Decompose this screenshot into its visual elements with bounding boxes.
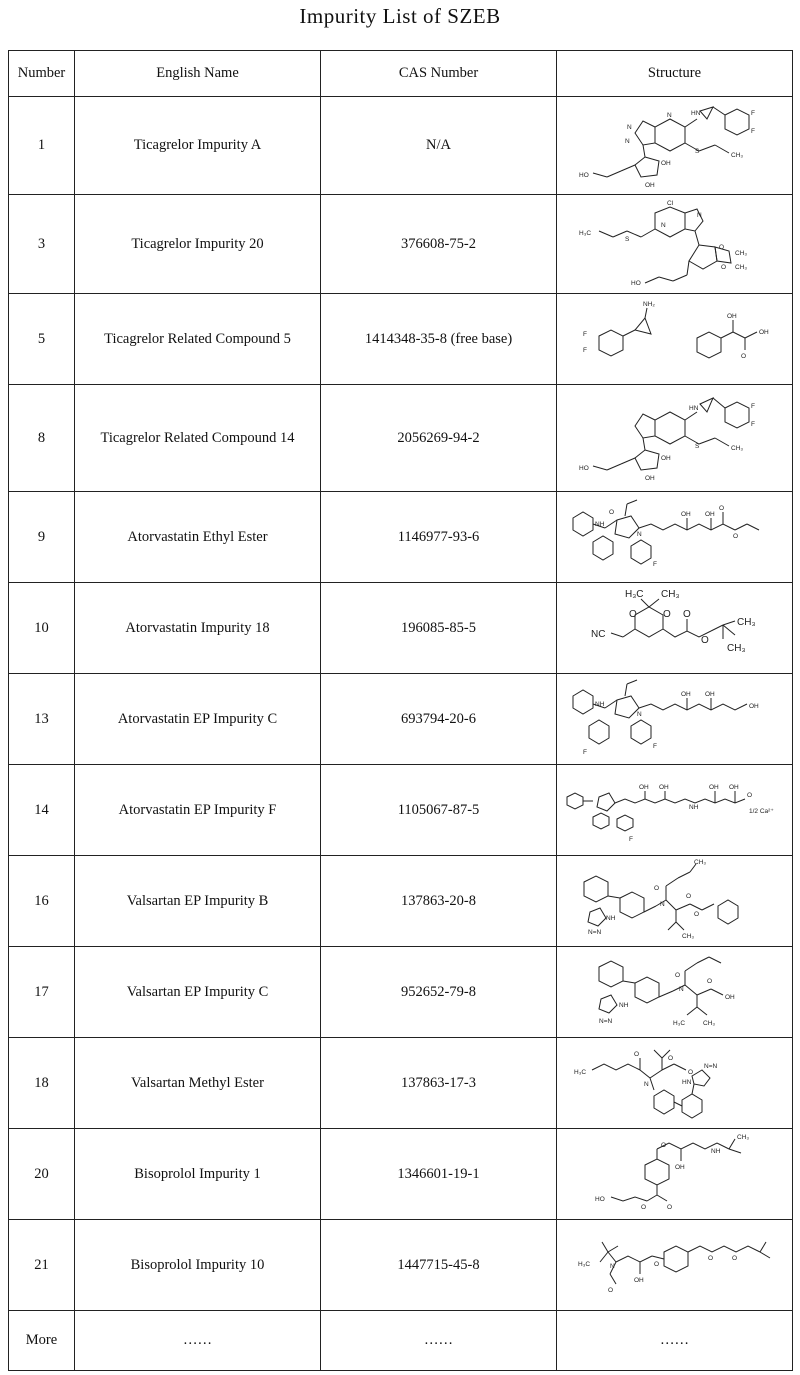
row-number: 18 bbox=[9, 1038, 75, 1129]
sulfur-label: S bbox=[624, 236, 629, 243]
header-number: Number bbox=[9, 51, 75, 97]
amide-nh-label: NH bbox=[688, 804, 698, 811]
row-cas-number: 1146977-93-6 bbox=[321, 492, 557, 583]
hydroxyl-label: OH bbox=[726, 313, 737, 320]
tetrazole-label: N=N bbox=[598, 1018, 612, 1025]
methyl-label: CH₃ bbox=[726, 643, 746, 654]
table-row bbox=[9, 195, 793, 294]
row-english-name: Atorvastatin EP Impurity C bbox=[75, 674, 321, 765]
oxygen-label: O bbox=[662, 609, 671, 620]
row-english-name: Atorvastatin EP Impurity F bbox=[75, 765, 321, 856]
ticagrelor-structure-icon bbox=[575, 99, 775, 193]
oxygen-label: O bbox=[653, 885, 659, 892]
ticagrelor-acetonide-structure-icon bbox=[575, 197, 775, 291]
oxygen-label: O bbox=[732, 533, 738, 540]
row-cas-number: N/A bbox=[321, 97, 557, 195]
hydroxyl-label: OH bbox=[674, 1164, 685, 1171]
atorvastatin-amide-structure-icon bbox=[563, 767, 787, 853]
nitrogen-label: N bbox=[660, 222, 666, 229]
oxygen-label: O bbox=[666, 1204, 672, 1211]
row-english-name: Ticagrelor Impurity 20 bbox=[75, 195, 321, 294]
hydroxyl-label: OH bbox=[748, 703, 759, 710]
row-cas-number: 137863-17-3 bbox=[321, 1038, 557, 1129]
row-number: 3 bbox=[9, 195, 75, 294]
oxygen-label: O bbox=[720, 264, 726, 271]
methyl-label: H₃C bbox=[624, 589, 644, 600]
methyl-label: H₃C bbox=[577, 1261, 590, 1268]
nitrogen-label: N bbox=[666, 111, 672, 119]
fluoro-label: F bbox=[628, 836, 633, 843]
oxygen-label: O bbox=[682, 609, 691, 620]
methyl-label: CH₃ bbox=[660, 589, 680, 600]
row-english-name: Ticagrelor Impurity A bbox=[75, 97, 321, 195]
calcium-salt-label: 1/2 Ca²⁺ bbox=[748, 808, 774, 815]
nitrogen-label: N bbox=[609, 1263, 615, 1270]
hn-label: HN bbox=[688, 405, 698, 412]
valsartan-benzyl-structure-icon bbox=[570, 858, 780, 944]
oxygen-label: O bbox=[607, 1287, 613, 1294]
row-structure bbox=[557, 765, 793, 856]
table-row bbox=[9, 492, 793, 583]
hydroxyl-label: OH bbox=[658, 784, 669, 791]
methyl-label: CH₃ bbox=[702, 1020, 715, 1027]
row-structure bbox=[557, 674, 793, 765]
hydroxyl-label: OH bbox=[633, 1277, 644, 1284]
fluoro-label: F bbox=[652, 743, 657, 750]
nitrogen-label: N bbox=[626, 123, 632, 131]
hydroxyl-label: OH bbox=[704, 511, 715, 518]
row-number: 5 bbox=[9, 294, 75, 385]
row-number: 9 bbox=[9, 492, 75, 583]
fluoro-label: F bbox=[750, 109, 755, 117]
row-english-name: Atorvastatin Impurity 18 bbox=[75, 583, 321, 674]
row-number: 17 bbox=[9, 947, 75, 1038]
row-structure bbox=[557, 195, 793, 294]
row-cas-number: …… bbox=[321, 1311, 557, 1371]
row-cas-number: 1414348-35-8 (free base) bbox=[321, 294, 557, 385]
oxygen-label: O bbox=[718, 505, 724, 512]
row-number: 14 bbox=[9, 765, 75, 856]
header-cas-number: CAS Number bbox=[321, 51, 557, 97]
nitrogen-label: N bbox=[643, 1081, 649, 1088]
oxygen-label: O bbox=[640, 1204, 646, 1211]
table-row bbox=[9, 674, 793, 765]
amine-label: NH bbox=[710, 1148, 720, 1155]
row-structure bbox=[557, 1220, 793, 1311]
hydroxyl-label: OH bbox=[708, 784, 719, 791]
atorvastatin-difluoro-structure-icon bbox=[565, 676, 785, 762]
fluoro-label: F bbox=[652, 561, 657, 568]
row-number: 20 bbox=[9, 1129, 75, 1220]
oxygen-label: O bbox=[746, 792, 752, 799]
row-english-name: Valsartan EP Impurity B bbox=[75, 856, 321, 947]
row-english-name: Valsartan Methyl Ester bbox=[75, 1038, 321, 1129]
row-number: 1 bbox=[9, 97, 75, 195]
header-english-name: English Name bbox=[75, 51, 321, 97]
amine-label: NH₂ bbox=[642, 301, 655, 308]
row-structure bbox=[557, 856, 793, 947]
bisoprolol-formamide-structure-icon bbox=[570, 1222, 780, 1308]
methyl-label: CH₃ bbox=[736, 617, 756, 628]
page-title: Impurity List of SZEB bbox=[299, 4, 501, 28]
oxygen-label: O bbox=[707, 1255, 713, 1262]
ticagrelor-isomer-structure-icon bbox=[575, 388, 775, 488]
nitrogen-label: N bbox=[636, 531, 642, 538]
hydroxyl-label: OH bbox=[644, 181, 655, 189]
table-row bbox=[9, 1129, 793, 1220]
tetrazole-nh-label: NH bbox=[618, 1002, 628, 1009]
oxygen-label: O bbox=[718, 244, 724, 251]
row-structure bbox=[557, 97, 793, 195]
table-row bbox=[9, 97, 793, 195]
hydroxyl-label: OH bbox=[758, 329, 769, 336]
oxygen-label: O bbox=[608, 509, 614, 516]
hydroxyl-label: OH bbox=[638, 784, 649, 791]
row-structure bbox=[557, 1038, 793, 1129]
oxygen-label: O bbox=[674, 972, 680, 979]
fluoro-label: F bbox=[582, 331, 587, 338]
table-row bbox=[9, 947, 793, 1038]
row-structure bbox=[557, 583, 793, 674]
hydroxyl-label: HO bbox=[630, 280, 641, 287]
impurity-table bbox=[8, 50, 793, 1371]
row-english-name: Bisoprolol Impurity 10 bbox=[75, 1220, 321, 1311]
row-cas-number: 2056269-94-2 bbox=[321, 385, 557, 492]
hydroxyl-label: HO bbox=[578, 465, 589, 472]
row-english-name: Valsartan EP Impurity C bbox=[75, 947, 321, 1038]
nitrogen-label: N bbox=[624, 137, 630, 145]
row-english-name: Ticagrelor Related Compound 5 bbox=[75, 294, 321, 385]
oxygen-label: O bbox=[660, 1142, 666, 1149]
methyl-label: CH₃ bbox=[681, 933, 694, 940]
atorvastatin-ester-structure-icon bbox=[565, 494, 785, 580]
nitrogen-label: N bbox=[696, 212, 702, 219]
amide-nh-label: NH bbox=[594, 521, 604, 528]
methyl-label: H₃C bbox=[578, 230, 591, 237]
oxygen-label: O bbox=[685, 893, 691, 900]
hydroxyl-label: OH bbox=[660, 159, 671, 167]
fluoro-label: F bbox=[750, 421, 755, 428]
row-number: 16 bbox=[9, 856, 75, 947]
tetrazole-label: N=N bbox=[703, 1063, 717, 1070]
row-number: 10 bbox=[9, 583, 75, 674]
methyl-label: CH₃ bbox=[693, 859, 706, 866]
row-cas-number: 1346601-19-1 bbox=[321, 1129, 557, 1220]
methyl-label: CH₃ bbox=[736, 1134, 749, 1141]
row-cas-number: 693794-20-6 bbox=[321, 674, 557, 765]
row-english-name: Ticagrelor Related Compound 14 bbox=[75, 385, 321, 492]
tetrazole-nh-label: NH bbox=[605, 915, 615, 922]
sulfur-label: S bbox=[694, 147, 699, 155]
fluoro-label: F bbox=[582, 749, 587, 756]
bisoprolol-ester-structure-icon bbox=[575, 1131, 775, 1217]
chloro-label: Cl bbox=[666, 200, 673, 207]
amide-nh-label: NH bbox=[594, 701, 604, 708]
nitrogen-label: N bbox=[659, 901, 665, 908]
row-structure: …… bbox=[557, 1311, 793, 1371]
nitrogen-label: N bbox=[636, 711, 642, 718]
hydroxyl-label: OH bbox=[660, 455, 671, 462]
fluoro-label: F bbox=[750, 403, 755, 410]
methyl-label: CH₃ bbox=[730, 445, 743, 452]
row-english-name: …… bbox=[75, 1311, 321, 1371]
hydroxyl-label: OH bbox=[728, 784, 739, 791]
hydroxyl-label: OH bbox=[644, 475, 655, 482]
table-row bbox=[9, 583, 793, 674]
row-cas-number: 1105067-87-5 bbox=[321, 765, 557, 856]
fluoro-label: F bbox=[750, 127, 755, 135]
valsartan-methyl-structure-icon bbox=[570, 1040, 780, 1126]
row-english-name: Atorvastatin Ethyl Ester bbox=[75, 492, 321, 583]
methyl-label: CH₃ bbox=[730, 151, 743, 159]
row-number: 8 bbox=[9, 385, 75, 492]
row-structure bbox=[557, 385, 793, 492]
row-cas-number: 1447715-45-8 bbox=[321, 1220, 557, 1311]
row-cas-number: 196085-85-5 bbox=[321, 583, 557, 674]
nitrogen-label: N bbox=[678, 986, 684, 993]
methyl-label: CH₃ bbox=[734, 250, 747, 257]
oxygen-label: O bbox=[700, 635, 709, 646]
acetonide-ester-structure-icon bbox=[575, 585, 775, 671]
tetrazole-label: N=N bbox=[587, 929, 601, 936]
table-row bbox=[9, 856, 793, 947]
oxygen-label: O bbox=[628, 609, 637, 620]
table-row bbox=[9, 1038, 793, 1129]
oxygen-label: O bbox=[687, 1069, 693, 1076]
oxygen-label: O bbox=[667, 1055, 673, 1062]
row-english-name: Bisoprolol Impurity 1 bbox=[75, 1129, 321, 1220]
sulfur-label: S bbox=[694, 443, 699, 450]
hydroxyl-label: OH bbox=[724, 994, 735, 1001]
hydroxyl-label: HO bbox=[594, 1196, 605, 1203]
row-cas-number: 376608-75-2 bbox=[321, 195, 557, 294]
oxygen-label: O bbox=[693, 911, 699, 918]
row-number: 21 bbox=[9, 1220, 75, 1311]
row-cas-number: 137863-20-8 bbox=[321, 856, 557, 947]
table-row bbox=[9, 1220, 793, 1311]
row-structure bbox=[557, 492, 793, 583]
hydroxyl-label: OH bbox=[680, 691, 691, 698]
oxygen-label: O bbox=[731, 1255, 737, 1262]
nitrile-label: NC bbox=[590, 629, 605, 640]
table-row-more bbox=[9, 1311, 793, 1371]
tetrazole-nh-label: HN bbox=[681, 1079, 691, 1086]
table-row bbox=[9, 294, 793, 385]
valsartan-structure-icon bbox=[575, 949, 775, 1035]
methyl-label: CH₃ bbox=[734, 264, 747, 271]
row-number: 13 bbox=[9, 674, 75, 765]
header-structure: Structure bbox=[557, 51, 793, 97]
oxygen-label: O bbox=[706, 978, 712, 985]
table-header-row bbox=[9, 51, 793, 97]
oxygen-label: O bbox=[633, 1051, 639, 1058]
hydroxyl-label: OH bbox=[680, 511, 691, 518]
row-structure bbox=[557, 1129, 793, 1220]
methyl-label: H₃C bbox=[672, 1020, 685, 1027]
row-cas-number: 952652-79-8 bbox=[321, 947, 557, 1038]
hydroxyl-label: HO bbox=[578, 171, 589, 179]
row-number: More bbox=[9, 1311, 75, 1371]
table-row bbox=[9, 765, 793, 856]
row-structure bbox=[557, 294, 793, 385]
hn-label: HN bbox=[690, 109, 700, 117]
oxygen-label: O bbox=[740, 353, 746, 360]
table-row bbox=[9, 385, 793, 492]
hydroxyl-label: OH bbox=[704, 691, 715, 698]
cyclopropylamine-mandelate-structure-icon bbox=[575, 296, 775, 382]
methyl-label: H₃C bbox=[573, 1069, 586, 1076]
fluoro-label: F bbox=[582, 347, 587, 354]
row-structure bbox=[557, 947, 793, 1038]
oxygen-label: O bbox=[653, 1261, 659, 1268]
